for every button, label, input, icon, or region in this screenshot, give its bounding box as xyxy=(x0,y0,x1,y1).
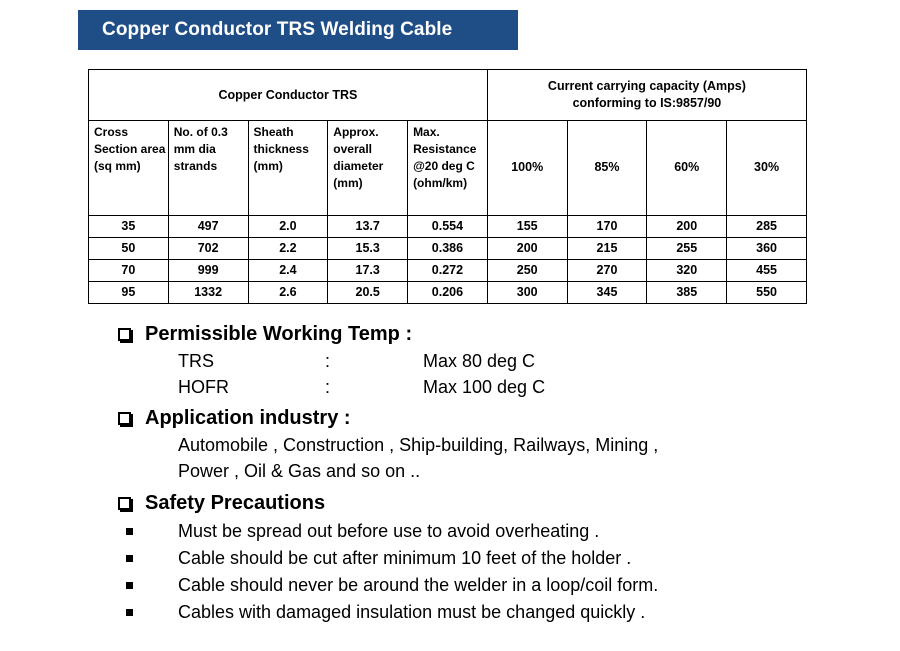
section-heading-label: Safety Precautions xyxy=(145,491,326,514)
cell-capacity-30: 285 xyxy=(727,216,807,238)
application-industry-line2: Power , Oil & Gas and so on .. xyxy=(178,461,421,481)
table-group-header-row xyxy=(89,70,807,121)
safety-precaution-text: Cables with damaged insulation must be changed quickly . xyxy=(178,601,646,622)
col-head-line: (mm) xyxy=(333,176,363,191)
cell-capacity-30: 360 xyxy=(727,238,807,260)
col-head-line: Max. xyxy=(413,125,440,139)
table-row xyxy=(89,216,807,238)
group-header-copper-conductor-trs: Copper Conductor TRS xyxy=(89,70,488,121)
list-item xyxy=(0,599,900,626)
cell-capacity-100: 250 xyxy=(487,260,567,282)
working-temp-value: Max 100 deg C xyxy=(423,376,546,397)
cell-overall-diameter: 13.7 xyxy=(328,216,408,238)
section-safety-precautions xyxy=(0,491,900,626)
list-item xyxy=(0,545,900,572)
cell-capacity-100: 200 xyxy=(487,238,567,260)
col-head-line: Section area xyxy=(94,142,166,157)
open-square-bullet-icon xyxy=(118,328,131,341)
group-header-line2: conforming to IS:9857/90 xyxy=(572,96,722,110)
open-square-bullet-icon xyxy=(118,412,131,425)
cell-capacity-85: 170 xyxy=(567,216,647,238)
table-row xyxy=(89,260,807,282)
group-header-current-carrying-capacity xyxy=(487,70,806,121)
section-application-industry xyxy=(0,406,900,485)
col-head-line: strands xyxy=(173,159,218,174)
col-head-line: Sheath xyxy=(253,125,294,139)
filled-square-bullet-icon xyxy=(126,528,133,535)
cell-capacity-60: 385 xyxy=(647,282,727,304)
cell-capacity-100: 155 xyxy=(487,216,567,238)
cell-sheath-thickness: 2.6 xyxy=(248,282,328,304)
list-item xyxy=(0,518,900,545)
application-industry-line1: Automobile , Construction , Ship-building, Railways, Mining , xyxy=(178,435,659,456)
cell-capacity-85: 345 xyxy=(567,282,647,304)
working-temp-colon: : xyxy=(325,376,331,397)
cell-cross-section-area: 70 xyxy=(89,260,169,282)
section-working-temp xyxy=(0,322,900,400)
col-head-line: Resistance xyxy=(413,142,477,157)
cell-capacity-85: 270 xyxy=(567,260,647,282)
cell-capacity-85: 215 xyxy=(567,238,647,260)
section-heading-working-temp xyxy=(0,322,900,347)
cell-capacity-60: 200 xyxy=(647,216,727,238)
section-heading-application-industry xyxy=(0,406,900,431)
col-head-line: @20 deg C xyxy=(413,159,475,174)
col-head-line: diameter xyxy=(333,159,384,174)
working-temp-value: Max 80 deg C xyxy=(423,351,536,371)
cell-capacity-60: 320 xyxy=(647,260,727,282)
group-header-line1: Current carrying capacity (Amps) xyxy=(547,79,746,94)
cell-max-resistance: 0.554 xyxy=(408,216,488,238)
cell-max-resistance: 0.386 xyxy=(408,238,488,260)
column-header-approx-overall-diameter xyxy=(328,121,408,216)
details-content xyxy=(0,322,900,626)
filled-square-bullet-icon xyxy=(126,555,133,562)
working-temp-key: TRS xyxy=(178,351,214,371)
col-head-line: No. of 0.3 xyxy=(173,125,228,139)
open-square-bullet-icon xyxy=(118,497,131,510)
working-temp-row-trs xyxy=(0,349,900,375)
table-row xyxy=(89,238,807,260)
cell-capacity-100: 300 xyxy=(487,282,567,304)
column-header-cross-section-area xyxy=(89,121,169,216)
col-head-line: mm dia xyxy=(173,142,216,157)
list-item xyxy=(0,572,900,599)
cell-overall-diameter: 15.3 xyxy=(328,238,408,260)
col-head-line: (mm) xyxy=(253,159,283,174)
col-head-line: (ohm/km) xyxy=(413,176,468,191)
safety-precaution-text: Cable should be cut after minimum 10 feet of the holder . xyxy=(178,547,632,568)
cell-capacity-60: 255 xyxy=(647,238,727,260)
col-head-line: Approx. xyxy=(333,125,379,139)
cell-strands: 1332 xyxy=(168,282,248,304)
safety-precaution-text: Must be spread out before use to avoid overheating . xyxy=(178,520,600,541)
cell-strands: 702 xyxy=(168,238,248,260)
cell-strands: 497 xyxy=(168,216,248,238)
page-title-banner xyxy=(78,10,518,50)
working-temp-colon: : xyxy=(325,351,331,371)
column-header-capacity-85: 85% xyxy=(567,121,647,216)
cell-sheath-thickness: 2.4 xyxy=(248,260,328,282)
cell-capacity-30: 455 xyxy=(727,260,807,282)
column-header-capacity-100: 100% xyxy=(487,121,567,216)
cell-capacity-30: 550 xyxy=(727,282,807,304)
section-heading-label: Permissible Working Temp : xyxy=(145,323,413,345)
col-head-line: thickness xyxy=(253,142,309,157)
cell-overall-diameter: 17.3 xyxy=(328,260,408,282)
col-head-line: overall xyxy=(333,142,372,157)
col-head-line: Cross xyxy=(94,125,129,139)
page-title: Copper Conductor TRS Welding Cable xyxy=(102,19,453,40)
column-header-sheath-thickness xyxy=(248,121,328,216)
column-header-max-resistance xyxy=(408,121,488,216)
table-row xyxy=(89,282,807,304)
safety-precaution-text: Cable should never be around the welder in a loop/coil form. xyxy=(178,574,659,595)
cell-overall-diameter: 20.5 xyxy=(328,282,408,304)
table-column-header-row xyxy=(89,121,807,216)
section-heading-label: Application industry : xyxy=(145,407,351,430)
cell-strands: 999 xyxy=(168,260,248,282)
column-header-no-of-strands xyxy=(168,121,248,216)
cell-cross-section-area: 50 xyxy=(89,238,169,260)
filled-square-bullet-icon xyxy=(126,582,133,589)
col-head-line: (sq mm) xyxy=(94,159,141,174)
cell-max-resistance: 0.206 xyxy=(408,282,488,304)
working-temp-key: HOFR xyxy=(178,376,229,397)
cell-sheath-thickness: 2.0 xyxy=(248,216,328,238)
section-heading-safety-precautions xyxy=(0,491,900,516)
column-header-capacity-60: 60% xyxy=(647,121,727,216)
cell-max-resistance: 0.272 xyxy=(408,260,488,282)
working-temp-row-hofr xyxy=(0,375,900,401)
cell-sheath-thickness: 2.2 xyxy=(248,238,328,260)
filled-square-bullet-icon xyxy=(126,609,133,616)
cell-cross-section-area: 95 xyxy=(89,282,169,304)
cable-specification-table xyxy=(88,69,807,304)
cell-cross-section-area: 35 xyxy=(89,216,169,238)
column-header-capacity-30: 30% xyxy=(727,121,807,216)
